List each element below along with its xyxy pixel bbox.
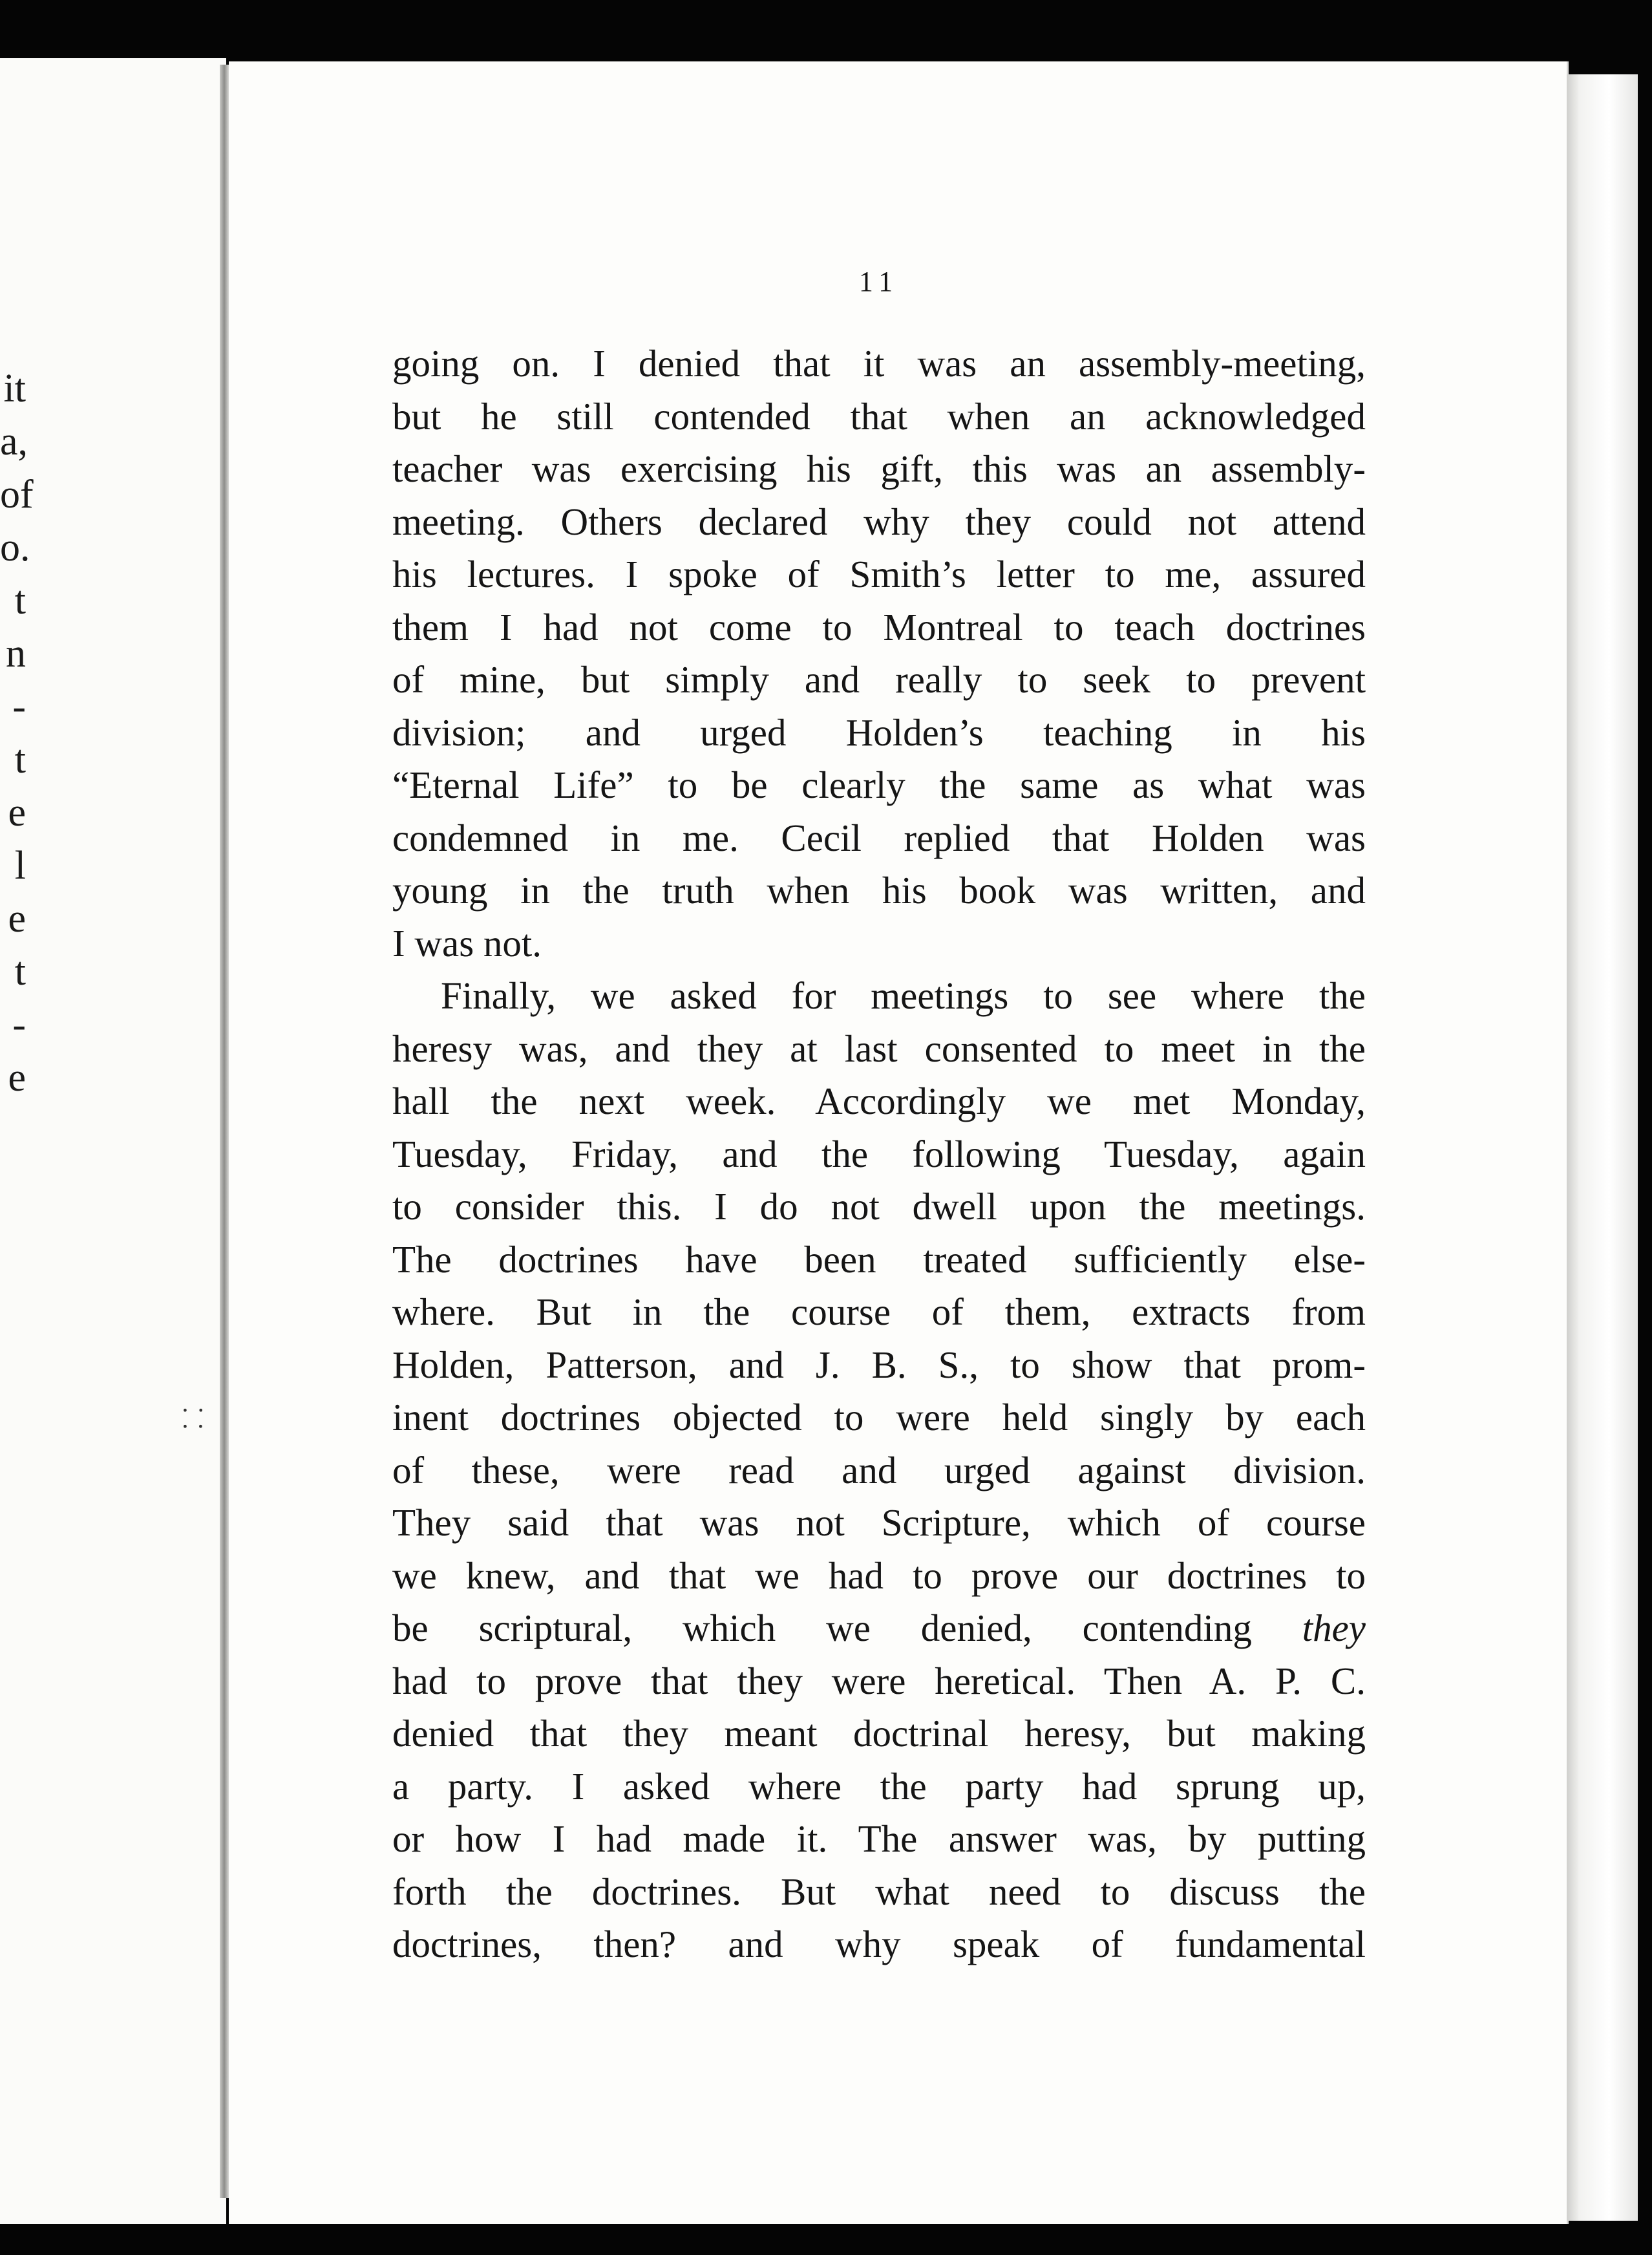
text-line: we knew, and that we had to prove our doctrines to [392,1554,1366,1597]
paragraph [392,970,1366,1971]
text-line: “Eternal Life” to be clearly the same as what was [392,764,1366,806]
text-line: going on. I denied that it was an assembly-meeting, [392,342,1366,385]
fragment: t [14,738,26,782]
text-line: of these, were read and urged against division. [392,1448,1366,1491]
text-line: to consider this. I do not dwell upon the meetings. [392,1185,1366,1228]
fragment: it [3,367,26,411]
text-line: The doctrines have been treated sufficiently else- [392,1237,1366,1281]
fragment: t [14,579,26,623]
text-line: doctrines, then? and why speak of fundamental [392,1923,1366,1965]
fragment: - [12,685,26,729]
fragment: a, [0,420,28,464]
text-line: but he still contended that when an acknowledged [392,394,1366,438]
text-line: had to prove that they were heretical. Then A. P. C. [392,1659,1366,1702]
fragment: n [6,632,26,676]
text-line: heresy was, and they at last consented to meet in the [392,1027,1366,1070]
fragment: e [8,897,26,941]
text-line: hall the next week. Accordingly we met Monday, [392,1080,1366,1122]
fragment: o. [0,526,30,570]
text-line: a party. I asked where the party had sprung up, [392,1764,1366,1808]
fragment: l [14,844,26,888]
text-line: Finally, we asked for meetings to see where the [441,974,1366,1017]
text-line: I was not. [392,921,542,965]
text-line: forth the doctrines. But what need to discuss the [392,1870,1366,1913]
page-stack-edge [1567,74,1638,2221]
previous-page-text-fragments [0,362,34,1104]
paragraph-container [392,337,1366,1971]
text-line: condemned in me. Cecil replied that Holden was [392,816,1366,859]
text-line: denied that they meant doctrinal heresy, but making [392,1712,1366,1755]
fragment: e [8,1056,26,1100]
fragment: - [12,1003,26,1047]
text-line: inent doctrines objected to were held singly by each [392,1396,1366,1438]
binding-thread-mark: ⸬ [182,1404,204,1434]
text-line: or how I had made it. The answer was, by putting [392,1817,1366,1860]
page-gutter-shadow [220,65,229,2198]
text-line: Tuesday, Friday, and the following Tuesday, again [392,1132,1366,1175]
text-line: division; and urged Holden’s teaching in his [392,711,1366,754]
paragraph [392,337,1366,970]
page-number: 11 [858,266,900,297]
text-line: Holden, Patterson, and J. B. S., to show that prom- [392,1343,1366,1386]
previous-page-sliver [0,58,226,2224]
text-line: meeting. Others declared why they could not attend [392,500,1366,543]
text-line: them I had not come to Montreal to teach doctrines [392,605,1366,648]
text-line: his lectures. I spoke of Smith’s letter to me, assured [392,553,1366,595]
text-line: young in the truth when his book was written, and [392,869,1366,912]
emphasis: they [1302,1607,1366,1649]
page-body-text [392,337,1366,1971]
fragment: e [8,791,26,835]
text-line: be scriptural, which we denied, contending they [392,1607,1366,1649]
text-line: They said that was not Scripture, which of course [392,1501,1366,1544]
text-line: of mine, but simply and really to seek to prevent [392,658,1366,701]
text-line: teacher was exercising his gift, this was an assembly- [392,447,1366,490]
text-line: where. But in the course of them, extracts from [392,1290,1366,1333]
fragment: t [14,950,26,994]
fragment: of [0,473,34,517]
